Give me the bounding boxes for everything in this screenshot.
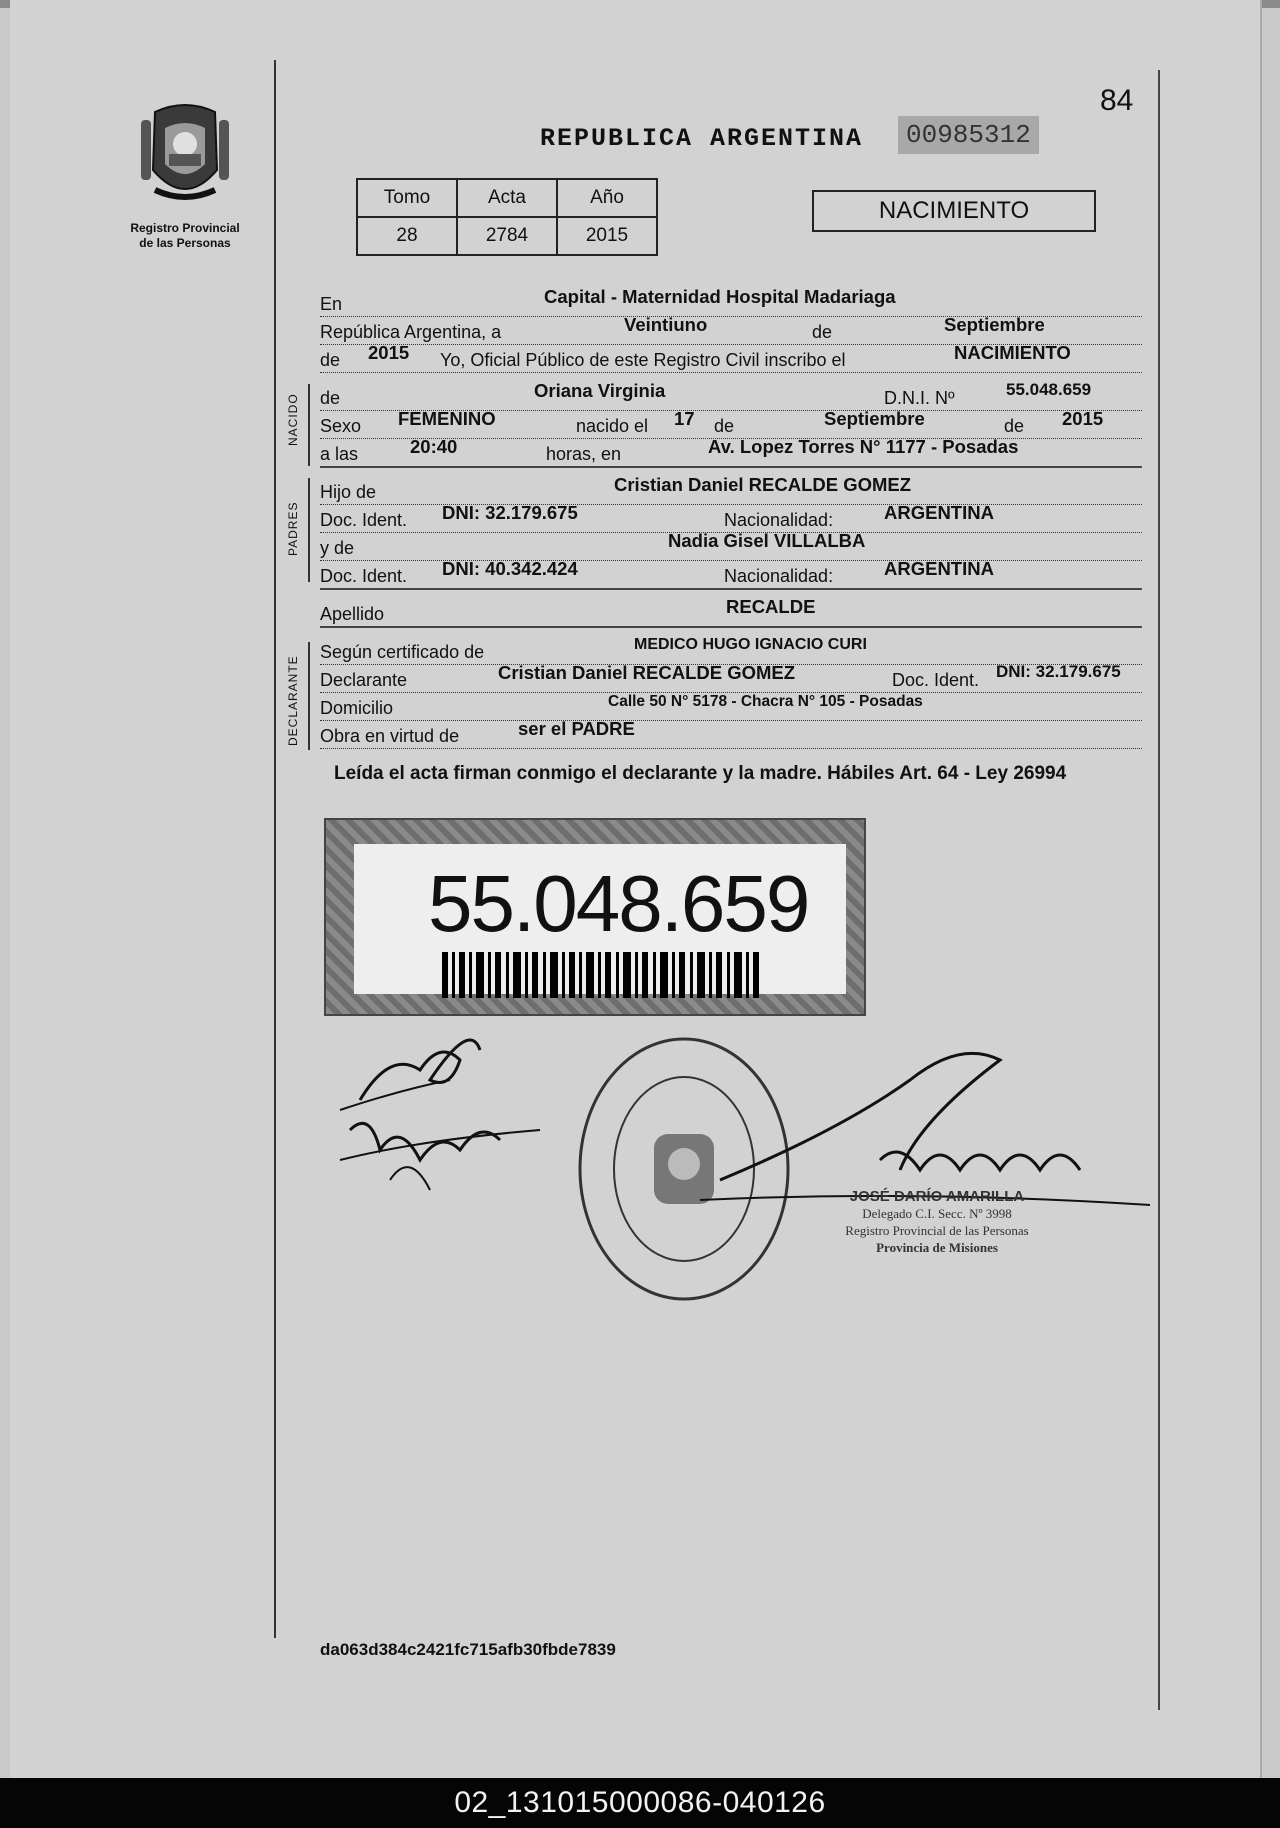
row-doc2 xyxy=(320,558,1142,590)
section-label-nacido: NACIDO xyxy=(286,393,300,446)
document-title: REPUBLICA ARGENTINA xyxy=(540,124,864,153)
right-margin-line xyxy=(1158,70,1160,1710)
registry-logo xyxy=(120,100,250,251)
value: MEDICO HUGO IGNACIO CURI xyxy=(634,636,867,653)
label: Apellido xyxy=(320,604,385,624)
value: DNI: 40.342.424 xyxy=(442,558,578,579)
label: Doc. Ident. xyxy=(320,510,408,530)
value: Septiembre xyxy=(944,314,1045,335)
signatory-name: JOSÉ DARÍO AMARILLA xyxy=(849,1188,1025,1205)
label: de xyxy=(1004,416,1025,436)
signatory-role: Delegado C.I. Secc. Nº 3998 xyxy=(862,1206,1012,1221)
barcode-bars-icon xyxy=(442,952,762,998)
value: ser el PADRE xyxy=(518,718,635,739)
section-bar-nacido xyxy=(308,384,310,466)
value: Oriana Virginia xyxy=(534,380,666,401)
section-bar-declarante xyxy=(308,642,310,750)
label: a las xyxy=(320,444,359,464)
table-cell: 28 xyxy=(357,217,457,255)
label: República Argentina, a xyxy=(320,322,502,342)
footer-code: 02_131015000086-040126 xyxy=(454,1786,826,1819)
value: Av. Lopez Torres N° 1177 - Posadas xyxy=(708,436,1019,457)
label: Hijo de xyxy=(320,482,377,502)
signatory-province: Provincia de Misiones xyxy=(876,1240,998,1255)
value: NACIMIENTO xyxy=(954,342,1071,363)
section-bar-padres xyxy=(308,478,310,582)
value: ARGENTINA xyxy=(884,502,994,523)
label: Nacionalidad: xyxy=(724,510,834,530)
handwritten-signatures-icon xyxy=(330,1010,560,1210)
row-doc1 xyxy=(320,502,1142,533)
value: 55.048.659 xyxy=(1006,380,1092,399)
logo-line-1: Registro Provincial xyxy=(130,221,240,235)
provincia-seal-icon xyxy=(135,100,235,210)
label: En xyxy=(320,294,343,314)
serial-number: 00985312 xyxy=(898,116,1039,154)
row-yde xyxy=(320,530,1142,561)
closing-statement: Leída el acta firman conmigo el declarante y la madre. Hábiles Art. 64 - Ley 26994 xyxy=(334,763,1067,784)
row-sexo xyxy=(320,408,1142,439)
row-year xyxy=(320,342,1142,373)
value: Cristian Daniel RECALDE GOMEZ xyxy=(614,474,912,495)
barcode-label xyxy=(354,844,846,994)
row-obra xyxy=(320,718,1142,749)
barcode-sticker xyxy=(324,818,866,1016)
label: de xyxy=(320,350,341,370)
barcode-number: 55.048.659 xyxy=(428,859,809,948)
page-number: 84 xyxy=(1100,84,1134,117)
value: DNI: 32.179.675 xyxy=(442,502,578,523)
logo-line-2: de las Personas xyxy=(139,236,231,250)
label: Doc. Ident. xyxy=(892,670,980,690)
value: 2015 xyxy=(1062,408,1104,429)
value: Veintiuno xyxy=(624,314,708,335)
value: ARGENTINA xyxy=(884,558,994,579)
row-name xyxy=(320,380,1142,411)
table-header: Año xyxy=(557,179,657,217)
signatory-office: Registro Provincial de las Personas xyxy=(845,1223,1029,1238)
label: Obra en virtud de xyxy=(320,726,460,746)
left-margin-line xyxy=(274,60,276,1638)
signatory-block xyxy=(812,1188,1062,1256)
value: Nadia Gisel VILLALBA xyxy=(668,530,866,551)
label: Según certificado de xyxy=(320,642,485,662)
act-type-box: NACIMIENTO xyxy=(812,190,1096,232)
row-apellido xyxy=(320,596,1142,628)
row-declarante xyxy=(320,662,1142,693)
row-republica xyxy=(320,314,1142,345)
value: Septiembre xyxy=(824,408,925,429)
row-en xyxy=(320,286,1142,317)
value: FEMENINO xyxy=(398,408,496,429)
table-header: Acta xyxy=(457,179,557,217)
row-alas xyxy=(320,436,1142,468)
value: 17 xyxy=(674,408,695,429)
value: 2015 xyxy=(368,342,410,363)
label: de xyxy=(812,322,833,342)
label: Declarante xyxy=(320,670,408,690)
label: de xyxy=(714,416,735,436)
section-label-declarante: DECLARANTE xyxy=(286,655,300,746)
row-domicilio xyxy=(320,694,1142,721)
table-header: Tomo xyxy=(357,179,457,217)
label: Doc. Ident. xyxy=(320,566,408,586)
value: Cristian Daniel RECALDE GOMEZ xyxy=(498,662,796,683)
section-label-padres: PADRES xyxy=(286,501,300,556)
label: Nacionalidad: xyxy=(724,566,834,586)
label: de xyxy=(320,388,341,408)
label: Sexo xyxy=(320,416,362,436)
scan-footer xyxy=(0,1778,1280,1828)
value: Calle 50 N° 5178 - Chacra N° 105 - Posadas xyxy=(608,693,923,710)
table-cell: 2784 xyxy=(457,217,557,255)
row-hijo xyxy=(320,474,1142,505)
label: horas, en xyxy=(546,444,622,464)
label: Domicilio xyxy=(320,698,394,718)
value: 20:40 xyxy=(410,436,458,457)
label: y de xyxy=(320,538,355,558)
value: DNI: 32.179.675 xyxy=(996,662,1121,681)
tomo-acta-ano-table xyxy=(356,178,658,256)
value: Capital - Maternidad Hospital Madariaga xyxy=(544,286,896,307)
label: nacido el xyxy=(576,416,649,436)
document-hash: da063d384c2421fc715afb30fbde7839 xyxy=(320,1640,616,1659)
table-cell: 2015 xyxy=(557,217,657,255)
value: RECALDE xyxy=(726,596,816,617)
label: Yo, Oficial Público de este Registro Civil inscribo el xyxy=(440,350,846,370)
label: D.N.I. Nº xyxy=(884,388,955,408)
row-certificado xyxy=(320,638,1142,665)
